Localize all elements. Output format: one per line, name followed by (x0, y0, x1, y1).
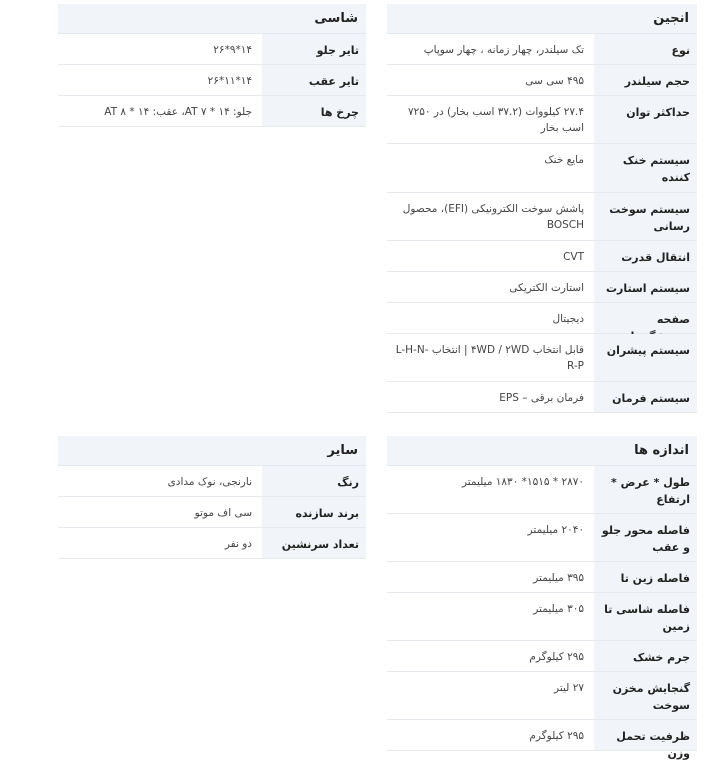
spec-row (387, 241, 697, 272)
spec-label: سیستم فرمان (594, 382, 697, 412)
spec-label: چرخ ها (262, 96, 366, 126)
spec-label: صفحه (594, 303, 697, 333)
engine-spec-table (387, 4, 697, 413)
spec-row (387, 303, 697, 334)
spec-value: ۲۷.۴ کیلووات (۳۷.۲ اسب بخار) در ۷۲۵۰ اسب بخار (407, 106, 584, 134)
spec-value: ۳۰۵ میلیمتر (533, 603, 584, 615)
spec-label: رنگ (262, 466, 366, 496)
spec-row (387, 562, 697, 593)
spec-label: جرم خشک (594, 641, 697, 671)
dimensions-spec-table (387, 436, 697, 760)
spec-label: فاصله زین تا (594, 562, 697, 592)
spec-row (387, 272, 697, 303)
chassis-table-title: شاسی (58, 4, 366, 34)
spec-label: گنجایش مخزن سوخت (594, 672, 697, 719)
spec-value: ۴۹۵ سی سی (525, 75, 584, 87)
spec-label: فاصله محور جلو و عقب (594, 514, 697, 561)
spec-label: طول * عرض * ارتفاع (594, 466, 697, 513)
spec-value: ۲۹۵ کیلوگرم (529, 651, 584, 663)
spec-row (58, 96, 366, 127)
dimensions-table-title: اندازه ها (387, 436, 697, 466)
spec-value: دیجیتال (552, 313, 584, 325)
other-spec-table (58, 436, 366, 559)
spec-value: سی اف موتو (194, 507, 252, 519)
spec-value: قابل انتخاب ۴WD / ۲WD | انتخاب L-H-N-R-P (395, 344, 584, 372)
spec-value: ۳۹۵ میلیمتر (533, 572, 584, 584)
spec-label: تعداد سرنشین (262, 528, 366, 558)
spec-row (387, 96, 697, 144)
spec-row (387, 514, 697, 562)
spec-value: مایع خنک (544, 154, 584, 166)
spec-value: پاشش سوخت الکترونیکی (EFI)، محصول BOSCH (402, 203, 584, 231)
spec-label: انتقال قدرت (594, 241, 697, 271)
spec-value: جلو: ۱۴ * AT ۷، عقب: ۱۴ * AT ۸ (104, 106, 252, 118)
spec-label: حداکثر توان (594, 96, 697, 143)
spec-row (387, 382, 697, 413)
spec-value: استارت الکتریکی (509, 282, 584, 294)
spec-row (387, 144, 697, 193)
spec-row (387, 34, 697, 65)
spec-value: ۲۹۵ کیلوگرم (529, 730, 584, 742)
spec-label: برند سازنده (262, 497, 366, 527)
engine-table-title: انجین (387, 4, 697, 34)
spec-row (58, 65, 366, 96)
spec-row (387, 672, 697, 720)
spec-row (58, 497, 366, 528)
spec-value: ۱۴*۹*۲۶ (213, 44, 252, 56)
spec-row (387, 466, 697, 514)
spec-label: نوع (594, 34, 697, 64)
spec-value: ۲۷ لیتر (554, 682, 584, 694)
spec-value: CVT (563, 251, 584, 263)
spec-label: فاصله شاسی تا زمین (594, 593, 697, 640)
spec-value: تک سیلندر، چهار زمانه ، چهار سوپاپ (423, 44, 584, 56)
spec-row (387, 593, 697, 641)
spec-row (387, 720, 697, 760)
other-table-title: سایر (58, 436, 366, 466)
spec-row (58, 34, 366, 65)
spec-value: فرمان برقی – EPS (499, 392, 584, 404)
spec-label: ظرفیت تحمل وزن (594, 720, 697, 750)
spec-label: سیستم استارت (594, 272, 697, 302)
spec-label: سیستم سوخت رسانی (594, 193, 697, 240)
spec-row (387, 334, 697, 382)
spec-row (387, 193, 697, 241)
spec-value: نارنجی، نوک مدادی (167, 476, 252, 488)
spec-label: سیستم خنک کننده (594, 144, 697, 192)
spec-label: تایر عقب (262, 65, 366, 95)
spec-value: دو نفر (224, 538, 252, 550)
spec-value: ۲۰۴۰ میلیمتر (527, 524, 584, 536)
spec-row (58, 528, 366, 559)
spec-value: ۲۸۷۰ * ۱۵۱۵* ۱۸۳۰ میلیمتر (461, 476, 584, 488)
spec-row (58, 466, 366, 497)
spec-value: ۱۴*۱۱*۲۶ (207, 75, 252, 87)
spec-label: تایر جلو (262, 34, 366, 64)
spec-label: سیستم پیشران (594, 334, 697, 381)
spec-label: حجم سیلندر (594, 65, 697, 95)
spec-row (387, 65, 697, 96)
chassis-spec-table (58, 4, 366, 127)
spec-row (387, 641, 697, 672)
